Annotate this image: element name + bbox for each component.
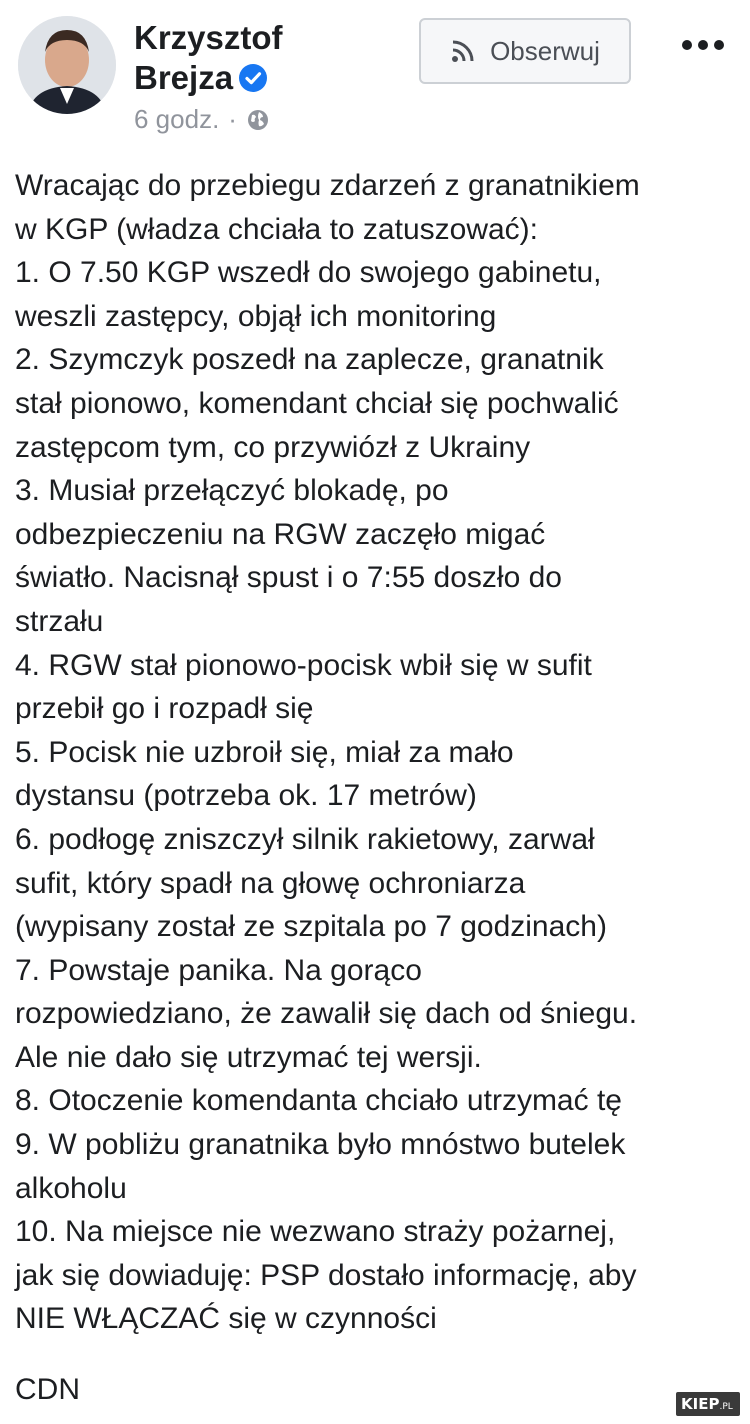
post-timestamp[interactable]: 6 godz. — [134, 104, 220, 134]
author-name[interactable] — [134, 18, 283, 98]
post-line: rozpowiedziano, że zawalił się dach od śniegu. — [15, 997, 638, 1031]
post-line: NIE WŁĄCZAĆ się w czynności — [15, 1302, 437, 1336]
post-line: przebił go i rozpadł się — [15, 692, 314, 726]
post-line: stał pionowo, komendant chciał się pochwalić — [15, 386, 619, 420]
author-name-last-row — [134, 58, 283, 98]
post-line: Ale nie dało się utrzymać tej wersji. — [15, 1040, 482, 1074]
follow-button-label: Obserwuj — [490, 35, 600, 66]
post-line: sufit, który spadł na głowę ochroniarza — [15, 866, 526, 900]
site-watermark — [676, 1392, 740, 1416]
post-line: dystansu (potrzeba ok. 17 metrów) — [15, 779, 477, 813]
author-avatar[interactable] — [18, 16, 116, 114]
post-closing: CDN — [15, 1373, 80, 1406]
post-meta — [134, 104, 270, 135]
avatar-image — [18, 16, 116, 114]
follow-button[interactable] — [419, 18, 631, 84]
post-line: w KGP (władza chciała to zatuszować): — [15, 212, 538, 246]
post-line: strzału — [15, 604, 104, 638]
post-line: weszli zastępcy, objął ich monitoring — [15, 299, 497, 333]
post-line: światło. Nacisnął spust i o 7:55 doszło do — [15, 561, 562, 595]
author-name-first[interactable]: Krzysztof — [134, 19, 283, 56]
post-line: 8. Otoczenie komendanta chciało utrzymać tę — [15, 1084, 622, 1118]
post-line: jak się dowiaduję: PSP dostało informację, aby — [15, 1258, 637, 1292]
post-line: (wypisany został ze szpitala po 7 godzinach) — [15, 910, 607, 944]
post-line: 1. O 7.50 KGP wszedł do swojego gabinetu, — [15, 256, 602, 290]
globe-icon — [246, 108, 270, 132]
post-line: alkoholu — [15, 1171, 127, 1205]
post-line: 2. Szymczyk poszedł na zaplecze, granatnik — [15, 343, 604, 377]
post-body — [15, 164, 740, 1341]
post-line: Wracając do przebiegu zdarzeń z granatnikiem — [15, 169, 640, 202]
watermark-text: KIEP — [681, 1395, 720, 1413]
post-line: 10. Na miejsce nie wezwano straży pożarnej, — [15, 1215, 616, 1249]
post-line: 7. Powstaje panika. Na gorąco — [15, 953, 422, 987]
rss-icon — [450, 38, 476, 64]
post-line: odbezpieczeniu na RGW zaczęło migać — [15, 517, 546, 551]
post-line: 6. podłogę zniszczył silnik rakietowy, zarwał — [15, 822, 595, 856]
post-line: 9. W pobliżu granatnika było mnóstwo butelek — [15, 1128, 626, 1162]
post-line: 3. Musiał przełączyć blokadę, po — [15, 474, 449, 508]
verified-badge-icon — [239, 64, 267, 92]
post-line: zastępcom tym, co przywiózł z Ukrainy — [15, 430, 531, 464]
post-line: 5. Pocisk nie uzbroił się, miał za mało — [15, 735, 514, 769]
more-options-icon[interactable] — [678, 30, 728, 60]
watermark-suffix: .PL — [719, 1402, 733, 1412]
author-name-last[interactable]: Brejza — [134, 59, 234, 96]
meta-separator: · — [228, 104, 237, 134]
post-line: 4. RGW stał pionowo-pocisk wbił się w sufit — [15, 648, 592, 682]
